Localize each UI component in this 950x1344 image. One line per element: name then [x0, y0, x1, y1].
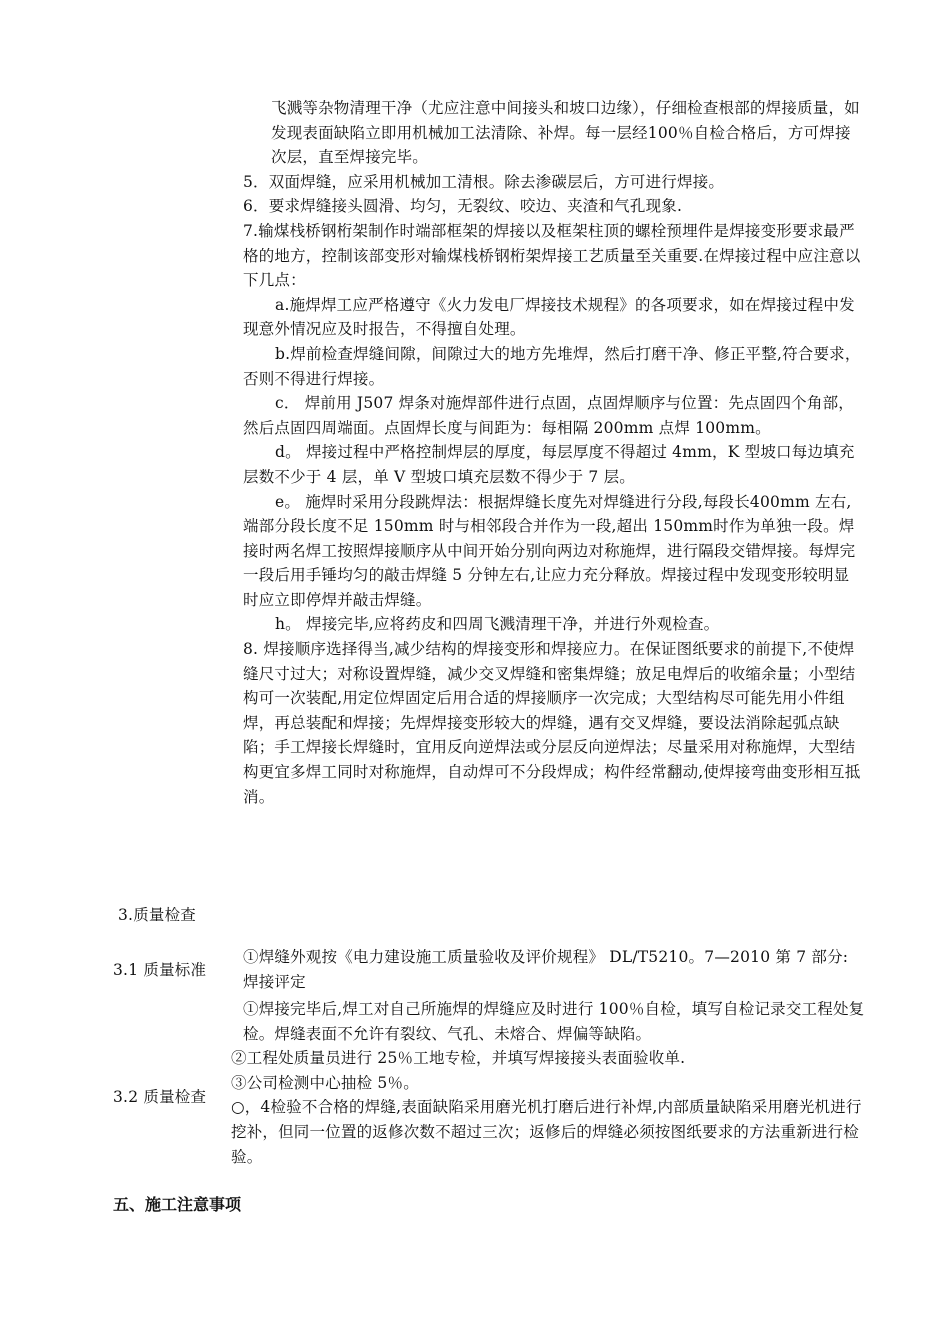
step-7h: h。 焊接完毕,应将药皮和四周飞溅清理干净，并进行外观检查。 [275, 615, 720, 634]
step-4-continued: 飞溅等杂物清理干净（尤应注意中间接头和坡口边缘），仔细检查根部的焊接质量，如发现表面缺陷立即用机械加工法清除、补焊。每一层经100％自检合格后，方可焊接次层，直至焊接完毕。 [271, 99, 860, 167]
quality-check-item-1: ①焊接完毕后,焊工对自己所施焊的焊缝应及时进行 100％自检，填写自检记录交工程处复检。焊缝表面不允许有裂纹、气孔、未熔合、焊偏等缺陷。 [243, 1000, 865, 1043]
welding-steps [243, 96, 863, 809]
step-7: 7.输煤栈桥钢桁架制作时端部框架的焊接以及框架柱顶的螺栓预埋件是焊接变形要求最严格的地方，控制该部变形对输煤栈桥钢桁架焊接工艺质量至关重要.在焊接过程中应注意以下几点： [243, 221, 861, 290]
quality-standard-label: 3.1 质量标准 [113, 961, 207, 979]
step-7b: b.焊前检查焊缝间隙，间隙过大的地方先堆焊，然后打磨干净、修正平整,符合要求，否则不得进行焊接。 [243, 344, 861, 388]
quality-standard-text [243, 945, 863, 994]
step-7d: d。 焊接过程中严格控制焊层的厚度，每层厚度不得超过 4mm，K 型坡口每边填充层数不少于 4 层，单 V 型坡口填充层数不得少于 7 层。 [243, 443, 855, 486]
step-7c: c． 焊前用 J507 焊条对施焊部件进行点固，点固焊顺序与位置：先点固四个角部，然后点固四周端面。点固焊长度与间距为：每相隔 200mm 点焊 100mm。 [243, 394, 854, 437]
quality-heading: 3.质量检查 [118, 906, 196, 924]
step-7e: e。 施焊时采用分段跳焊法：根据焊缝长度先对焊缝进行分段,每段长400mm 左右,端部分段长度不足 150mm 时与相邻段合并作为一段,超出 150mm时作为单独一段。焊接时两名焊工按照焊接顺序从中间开始分别向两边对称施焊，进行隔段交错焊接。每焊完一段后用手锤均匀的敲击焊缝 5 分钟左右,让应力充分释放。焊接过程中发现变形较明显时应立即停焊并敲击焊缝。 [243, 492, 856, 609]
section-5-heading: 五、施工注意事项 [113, 1195, 242, 1214]
quality-check-label: 3.2 质量检查 [113, 1088, 207, 1106]
quality-check-item-4: ○，4检验不合格的焊缝,表面缺陷采用磨光机打磨后进行补焊,内部质量缺陷采用磨光机进行挖补，但同一位置的返修次数不超过三次；返修后的焊缝必须按图纸要求的方法重新进行检验。 [231, 1098, 862, 1166]
step-8: 8. 焊接顺序选择得当,减少结构的焊接变形和焊接应力。在保证图纸要求的前提下,不使焊缝尺寸过大；对称设置焊缝，减少交叉焊缝和密集焊缝；放足电焊后的收缩余量；小型结构可一次装配,用定位焊固定后用合适的焊接顺序一次完成；大型结构尽可能先用小件组焊，再总装配和焊接；先焊焊接变形较大的焊缝，遇有交叉焊缝，要设法消除起弧点缺陷；手工焊接长焊缝时，宜用反向逆焊法或分层反向逆焊法；尽量采用对称施焊，大型结构更宜多焊工同时对称施焊，自动焊可不分段焊成；构件经常翻动,使焊接弯曲变形相互抵消。 [243, 640, 861, 806]
step-6: 6．要求焊缝接头圆滑、均匀，无裂纹、咬边、夹渣和气孔现象. [243, 197, 683, 216]
quality-standard-content: ①焊缝外观按《电力建设施工质量验收及评价规程》 DL/T5210。7—2010 第 7 部分:焊接评定 [243, 948, 849, 991]
quality-check-item-3: ③公司检测中心抽检 5％。 [231, 1073, 419, 1092]
step-7a: a.施焊焊工应严格遵守《火力发电厂焊接技术规程》的各项要求，如在焊接过程中发现意外情况应及时报告，不得擅自处理。 [243, 295, 855, 339]
quality-check-item-2: ②工程处质量员进行 25％工地专检，并填写焊接接头表面验收单. [231, 1049, 686, 1068]
step-5: 5．双面焊缝，应采用机械加工清根。除去渗碳层后，方可进行焊接。 [243, 172, 725, 191]
quality-check-text [231, 997, 871, 1169]
